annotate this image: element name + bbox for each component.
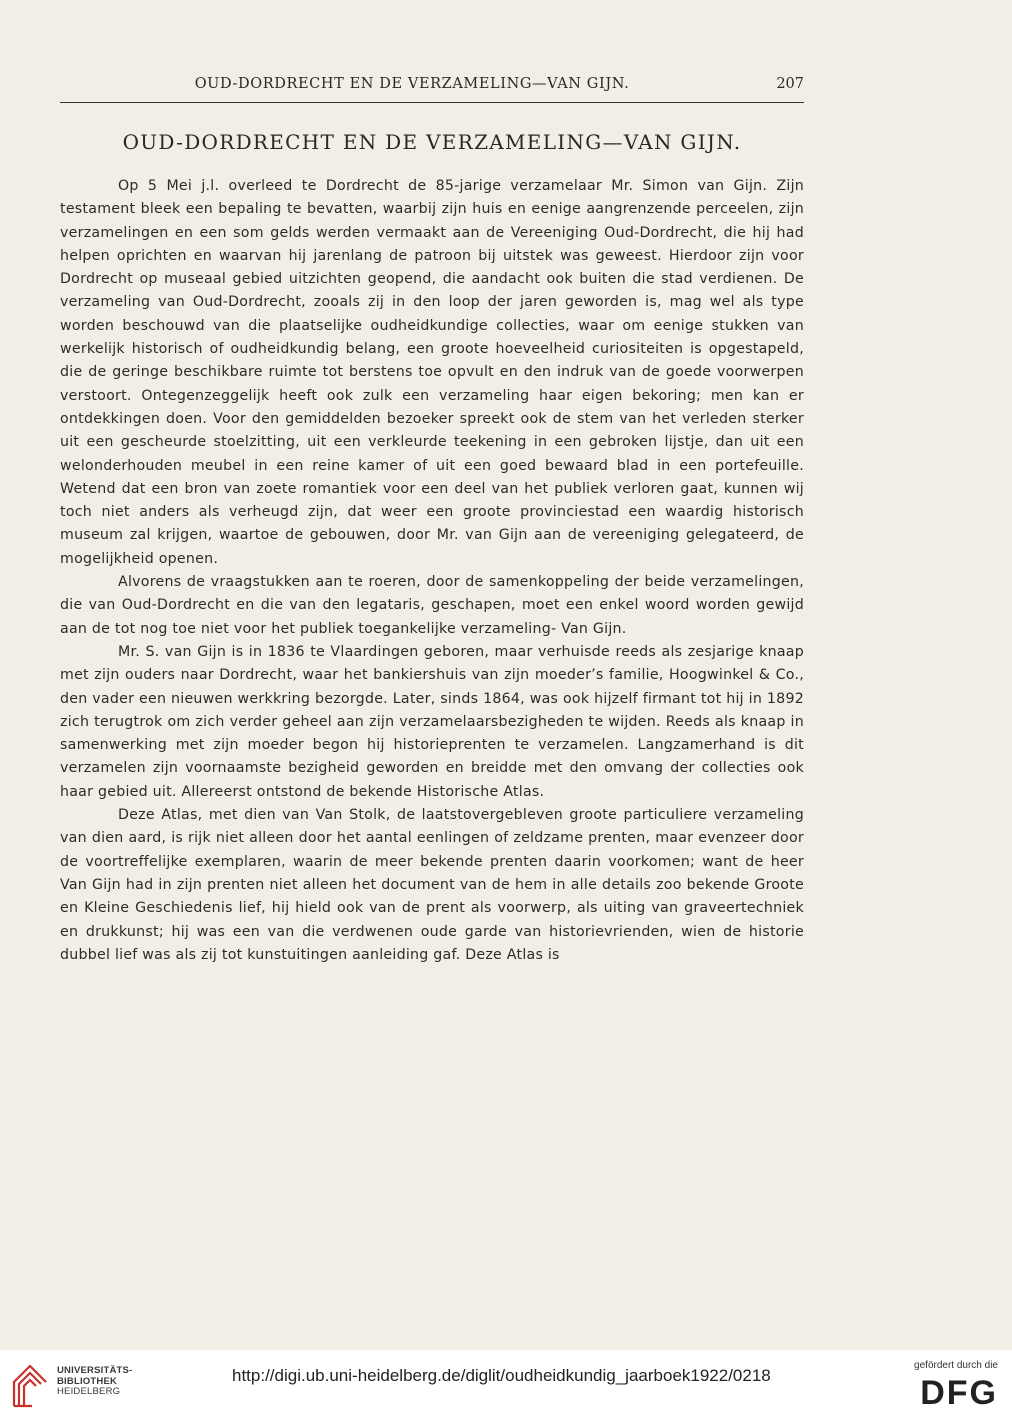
- page-number: 207: [776, 76, 804, 92]
- institution-line-2: BIBLIOTHEK: [57, 1375, 118, 1387]
- article-title: OUD-DORDRECHT EN DE VERZAMELING—VAN GIJN.: [122, 130, 742, 154]
- paragraph-1: Op 5 Mei j.l. overleed te Dordrecht de 85-jarige verzamelaar Mr. Simon van Gijn. Zijn testament bleek een bepaling te bevatten, waarbij zijn huis en eenige aangrenzende perceelen, zijn verzamelingen en een som gelds werden vermaakt aan de Vereeniging Oud-Dordrecht, die hij had helpen oprichten en waarvan hij jarenlang de patroon bij uitstek was geweest. Hierdoor zijn voor Dordrecht op museaal gebied uitzichten geopend, die aandacht ook buiten die stad verdienen. De verzameling van Oud-Dordrecht, zooals zij in den loop der jaren geworden is, mag wel als type worden beschouwd van die plaatselijke oudheidkundige collecties, waar om eenige stukken van werkelijk historisch of oudheidkundig belang, een groote hoeveelheid curiositeiten is opgestapeld, die de geringe beschikbare ruimte tot berstens toe opvult en den indruk van de goede voorwerpen verstoort. Ontegenzeggelijk heeft ook zulk een verzameling haar eigen bekoring; men kan er ontdekkingen doen. Voor den gemiddelden bezoeker spreekt ook de stem van het verleden sterker uit een gescheurde stoelzitting, uit een verkleurde teekening in een gebroken lijstje, dan uit een welonderhouden meubel in een reine kamer of uit een goed bewaard blad in een portefeuille. Wetend dat een bron van zoete romantiek voor een deel van het publiek verloren gaat, kunnen wij toch niet anders als verheugd zijn, dat weer een groote provinciestad een waardig historisch museum zal krijgen, waartoe de gebouwen, door Mr. van Gijn aan de vereeniging gelegateerd, de mogelijkheid openen.: [60, 178, 804, 567]
- running-header: [60, 76, 804, 98]
- paragraph-3: Mr. S. van Gijn is in 1836 te Vlaardingen geboren, maar verhuisde reeds als zesjarige knaap met zijn ouders naar Dordrecht, waar het bankiershuis van zijn moeder’s familie, Hoogwinkel & Co., den vader een nieuwen werkkring bezorgde. Later, sinds 1864, was ook hijzelf firmant tot hij in 1892 zich terugtrok om zich verder geheel aan zijn verzamelaarsbezigheden te wijden. Reeds als knaap in samenwerking met zijn moeder begon hij historieprenten te verzamelen. Langzamerhand is dit verzamelen zijn voornaamste bezigheid geworden en breidde met den omvang der collecties ook haar gebied uit. Allereerst ontstond de bekende Historische Atlas.: [60, 643, 804, 800]
- running-title: OUD-DORDRECHT EN DE VERZAMELING—VAN GIJN.: [194, 76, 630, 92]
- paragraph-4: Deze Atlas, met dien van Van Stolk, de laatstovergebleven groote particuliere verzameling van dien aard, is rijk niet alleen door het aantal eenlingen of zeldzame prenten, maar evenzeer door de voortreffelijke exemplaren, waarin de meer bekende prenten daarin voorkomen; want de heer Van Gijn had in zijn prenten niet alleen het document van de hem in alle details zoo bekende Groote en Kleine Geschiedenis lief, hij hield ook van de prent als voorwerp, als uiting van graveertechniek en drukkunst; hij was een van die verdwenen oude garde van historievrienden, wien de historie dubbel lief was als zij tot kunstuitingen aanleiding gaf. Deze Atlas is: [60, 807, 804, 963]
- permalink-url[interactable]: http://digi.ub.uni-heidelberg.de/diglit/oudheidkundig_jaarboek1922/0218: [232, 1366, 771, 1385]
- institution-line-1: UNIVERSITÄTS-: [57, 1365, 133, 1376]
- paragraph-2: Alvorens de vraagstukken aan te roeren, door de samenkoppeling der beide verzamelingen, die van Oud-Dordrecht en die van den legataris, geschapen, moet een enkel woord worden gewijd aan de tot nog toe niet voor het publiek toegankelijke verzameling- Van Gijn.: [60, 574, 804, 637]
- institution-name: [57, 1366, 132, 1398]
- article-body: [60, 175, 804, 967]
- university-library-logo-icon[interactable]: [10, 1362, 50, 1408]
- header-rule: [60, 102, 804, 103]
- funded-by-label: gefördert durch die: [914, 1360, 998, 1371]
- viewer-footer: [0, 1350, 1012, 1422]
- institution-line-3: HEIDELBERG: [57, 1386, 121, 1397]
- dfg-logo-icon[interactable]: DFG: [920, 1374, 998, 1412]
